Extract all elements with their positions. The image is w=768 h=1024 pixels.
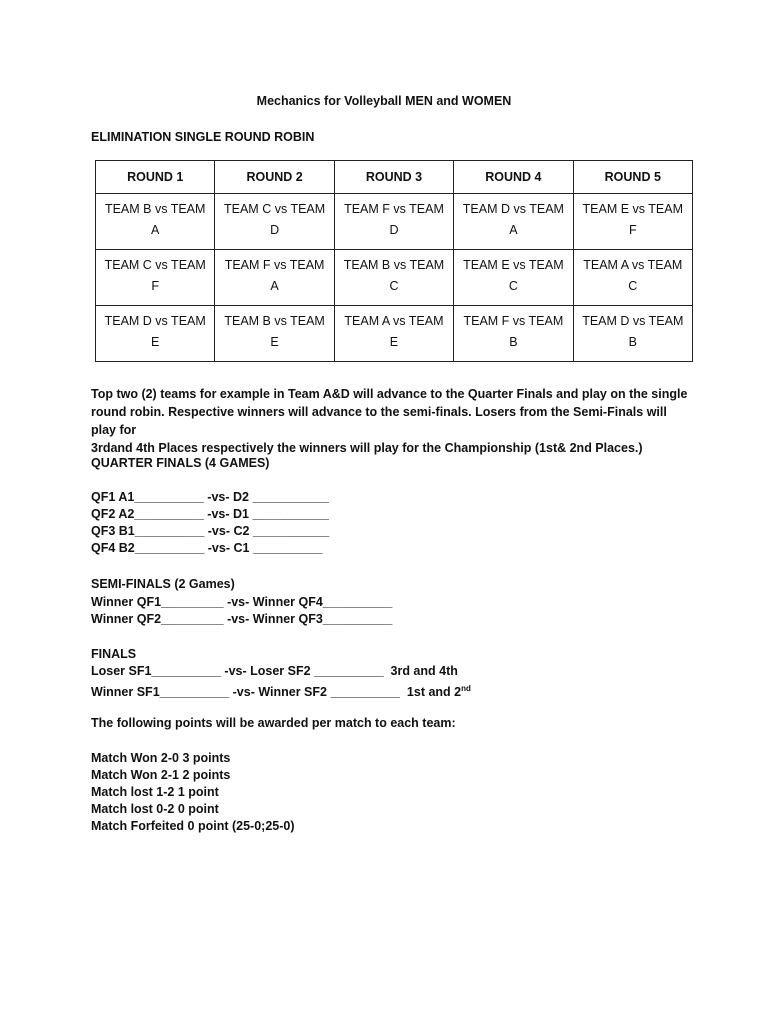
match-cell: TEAM D vs TEAM E	[96, 306, 215, 362]
table-row	[96, 194, 693, 250]
table-header-row	[96, 161, 693, 194]
match-cell: TEAM E vs TEAM C	[454, 250, 573, 306]
finals-line: Loser SF1__________ -vs- Loser SF2 __________ 3rd and 4th	[91, 664, 458, 678]
match-cell: TEAM B vs TEAM A	[96, 194, 215, 250]
match-cell: TEAM A vs TEAM C	[573, 250, 692, 306]
semi-finals-heading: SEMI-FINALS (2 Games)	[91, 577, 235, 591]
elimination-heading: ELIMINATION SINGLE ROUND ROBIN	[91, 130, 315, 144]
match-cell: TEAM A vs TEAM E	[334, 306, 453, 362]
round-header: ROUND 3	[334, 161, 453, 194]
round-header: ROUND 1	[96, 161, 215, 194]
semi-final-line: Winner QF1_________ -vs- Winner QF4__________	[91, 595, 393, 609]
quarter-final-line: QF1 A1__________ -vs- D2 ___________	[91, 490, 329, 504]
finals-heading: FINALS	[91, 647, 137, 661]
document-title: Mechanics for Volleyball MEN and WOMEN	[256, 94, 512, 108]
round-header: ROUND 2	[215, 161, 334, 194]
match-cell: TEAM F vs TEAM B	[454, 306, 573, 362]
match-cell: TEAM C vs TEAM F	[96, 250, 215, 306]
quarter-final-line: QF3 B1__________ -vs- C2 ___________	[91, 524, 330, 538]
match-cell: TEAM B vs TEAM C	[334, 250, 453, 306]
round-header: ROUND 5	[573, 161, 692, 194]
points-item: Match lost 0-2 0 point	[91, 802, 219, 816]
quarter-final-line: QF2 A2__________ -vs- D1 ___________	[91, 507, 329, 521]
finals-line: Winner SF1__________ -vs- Winner SF2 __________ 1st and 2nd	[91, 684, 471, 699]
quarter-finals-heading: QUARTER FINALS (4 GAMES)	[91, 456, 270, 470]
semi-final-line: Winner QF2_________ -vs- Winner QF3__________	[91, 612, 393, 626]
quarter-final-line: QF4 B2__________ -vs- C1 __________	[91, 541, 323, 555]
match-cell: TEAM F vs TEAM A	[215, 250, 334, 306]
match-cell: TEAM D vs TEAM A	[454, 194, 573, 250]
points-item: Match lost 1-2 1 point	[91, 785, 219, 799]
points-item: Match Forfeited 0 point (25-0;25-0)	[91, 819, 295, 833]
match-cell: TEAM B vs TEAM E	[215, 306, 334, 362]
match-cell: TEAM D vs TEAM B	[573, 306, 692, 362]
points-item: Match Won 2-0 3 points	[91, 751, 231, 765]
match-cell: TEAM C vs TEAM D	[215, 194, 334, 250]
table-row	[96, 250, 693, 306]
round-header: ROUND 4	[454, 161, 573, 194]
round-robin-table	[95, 160, 693, 362]
advancement-paragraph: Top two (2) teams for example in Team A&D will advance to the Quarter Finals and play on the single round robin. Respective winners will advance to the semi-finals. Losers from the Semi-Finals will play for 3rdand 4th Places respectively the winners will play for the Championship (1st& 2nd Places.)	[91, 387, 688, 455]
points-intro: The following points will be awarded per match to each team:	[91, 716, 456, 730]
table-row	[96, 306, 693, 362]
match-cell: TEAM F vs TEAM D	[334, 194, 453, 250]
points-item: Match Won 2-1 2 points	[91, 768, 231, 782]
match-cell: TEAM E vs TEAM F	[573, 194, 692, 250]
